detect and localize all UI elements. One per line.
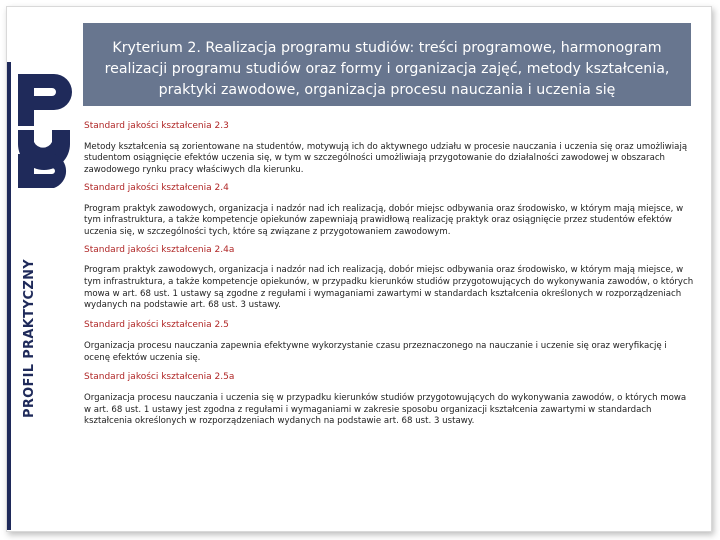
- standard-title: Standard jakości kształcenia 2.5: [84, 320, 229, 331]
- criterion-header: [83, 23, 691, 106]
- standard-text: Program praktyk zawodowych, organizacja i nadzór nad ich realizacją, dobór miejsc odbywania oraz środowisko, w którym mają miejsce, w tym infrastruktura, a także kompetencje opiekunów zapewniają prawidłową realizację praktyk oraz osiągnięcie przez studentów efektów uczenia się, w szczególności tych, które są związane z przygotowaniem zawodowym.: [84, 203, 684, 237]
- pka-logo: [14, 70, 76, 190]
- standard-title: Standard jakości kształcenia 2.4a: [84, 244, 235, 255]
- standard-title: Standard jakości kształcenia 2.4: [84, 182, 229, 193]
- standard-text: Organizacja procesu nauczania zapewnia efektywne wykorzystanie czasu przeznaczonego na nauczanie i uczenie się oraz weryfikację i ocenę efektów uczenia się.: [84, 340, 667, 363]
- profile-side-label: PROFIL PRAKTYCZNY: [22, 259, 37, 418]
- criterion-title: Kryterium 2. Realizacja programu studiów: treści programowe, harmonogram realizacji programu studiów oraz formy i organizacja zajęć, metody kształcenia, praktyki zawodowe, organizacja procesu nauczania i uczenia się: [104, 40, 670, 98]
- standard-title: Standard jakości kształcenia 2.3: [84, 121, 229, 131]
- standard-title: Standard jakości kształcenia 2.5a: [84, 372, 235, 383]
- standard-text: Organizacja procesu nauczania i uczenia się w przypadku kierunków studiów przygotowujących do wykonywania zawodów, o których mowa w art. 68 ust. 1 ustawy jest zgodna z regułami i wymaganiami w zakresie sposobu organizacji kształcenia zawartymi w standardach kształcenia określonych w rozporządzeniach wydanych na podstawie art. 68 ust. 3 ustawy.: [84, 392, 687, 427]
- standard-text: Program praktyk zawodowych, organizacja i nadzór nad ich realizacją, dobór miejsc odbywania oraz środowisko, w którym mają miejsce, w tym infrastruktura, a także kompetencje opiekunów, w przypadku kierunków studiów przygotowujących do wykonywania zawodów, o których mowa w art. 68 ust. 1 ustawy są zgodne z regułami i wymaganiami zawartymi w standardach kształcenia określonych w rozporządzeniach wydanych na podstawie art. 68 ust. 3 ustawy.: [84, 265, 694, 311]
- standard-text: Metody kształcenia są zorientowane na studentów, motywują ich do aktywnego udziału w procesie nauczania i uczenia się oraz umożliwiają studentom osiągnięcie efektów uczenia się, w tym w szczególności umożliwiają przygotowanie do działalności zawodowej w obszarach zawodowego rynku pracy właściwych dla kierunku.: [84, 141, 688, 176]
- standards-content: [84, 121, 694, 434]
- left-accent-bar: [7, 62, 11, 530]
